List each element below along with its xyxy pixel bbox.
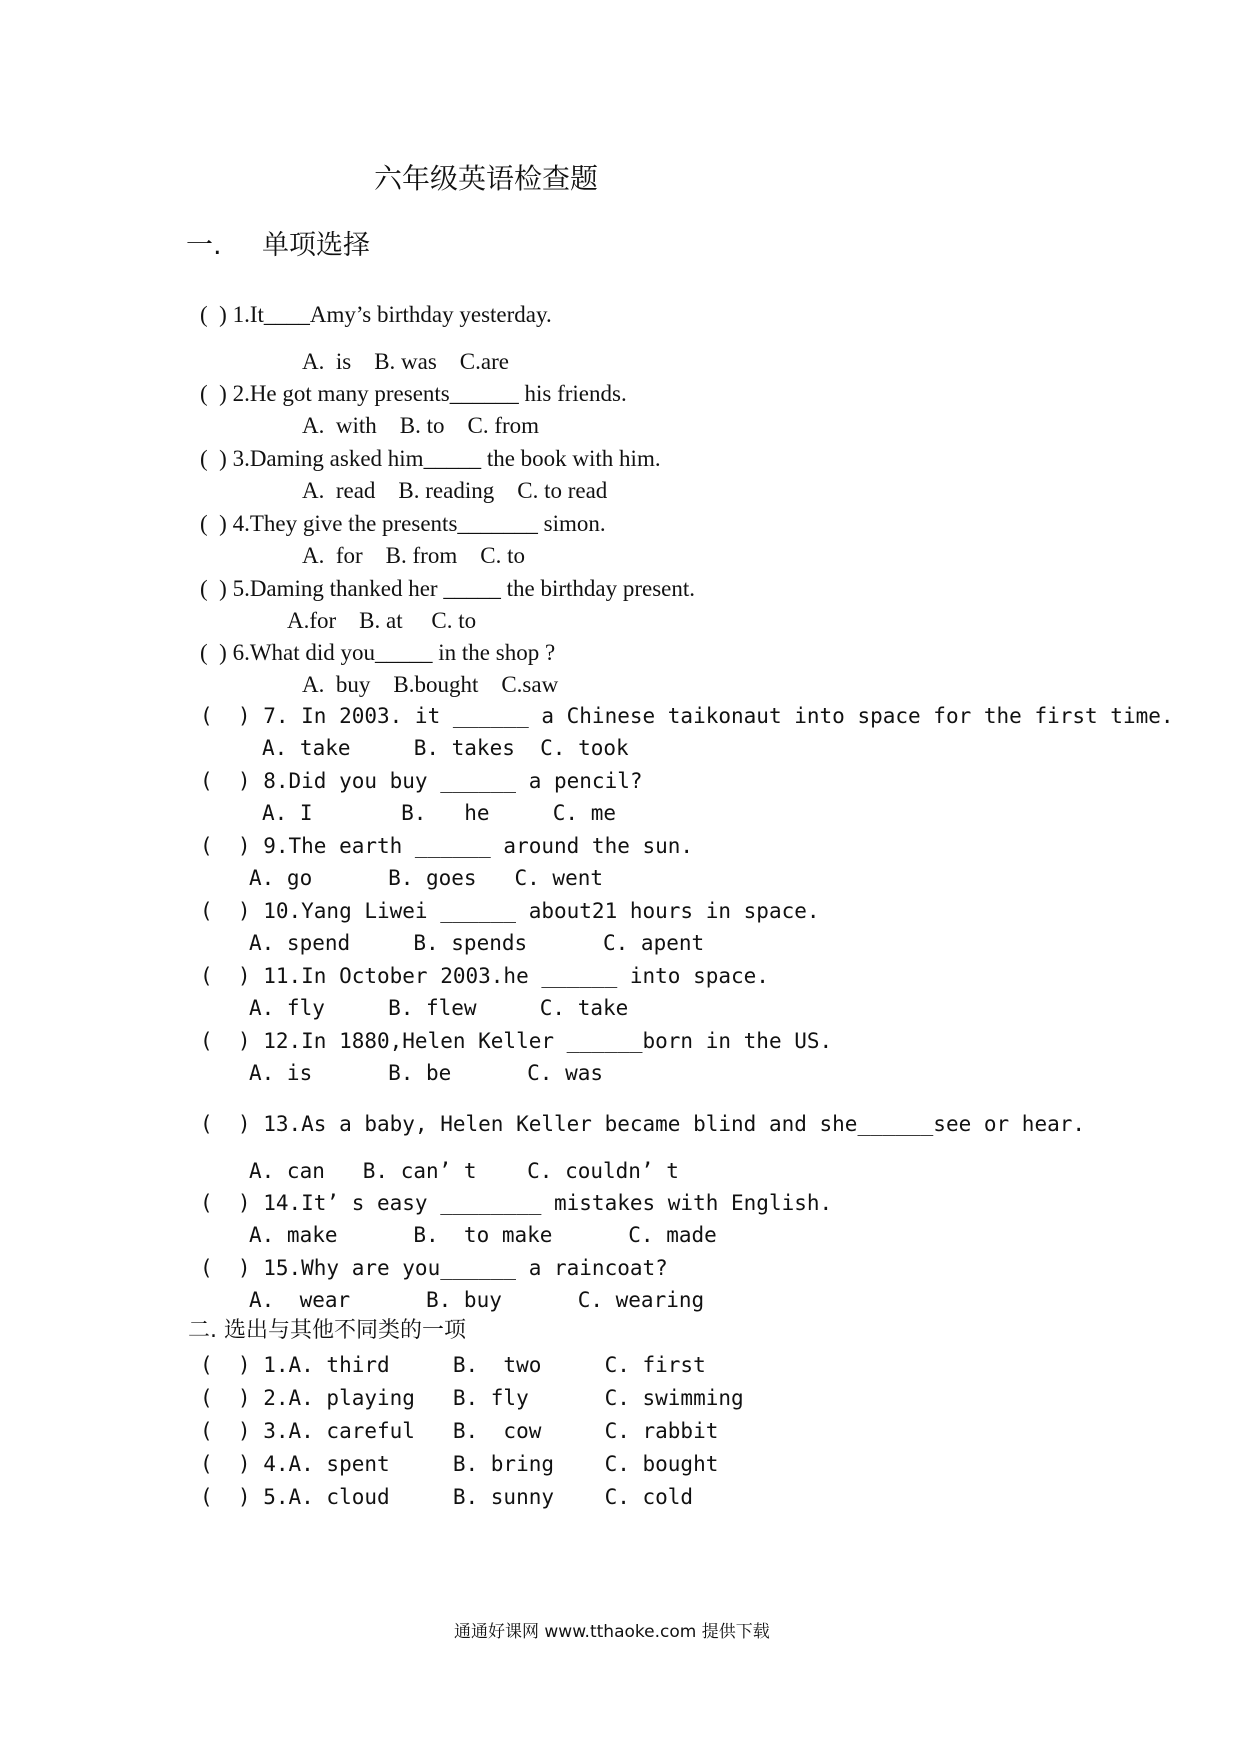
question-14-stem: ( ) 14.It’ s easy ________ mistakes with English. [200,1191,833,1215]
question-4-options: A. for B. from C. to [302,543,525,568]
question-10-options: A. spend B. spends C. apent [249,931,705,955]
footer-source: 通通好课网 www.tthaoke.com 提供下载 [454,1622,770,1642]
question-11-stem: ( ) 11.In October 2003.he ______ into space. [200,964,769,988]
question-9-stem: ( ) 9.The earth ______ around the sun. [200,834,694,858]
question-7-options: A. take B. takes C. took [262,736,629,760]
question-3-options: A. read B. reading C. to read [302,478,608,503]
question-12-stem: ( ) 12.In 1880,Helen Keller ______born in the US. [200,1029,833,1053]
question-6-stem: ( ) 6.What did you_____ in the shop ? [200,640,556,665]
question-15-stem: ( ) 15.Why are you______ a raincoat? [200,1256,668,1280]
question-1-stem: ( ) 1.It____Amy’s birthday yesterday. [200,302,552,327]
question-13-options: A. can B. can’ t C. couldn’ t [249,1159,679,1183]
question-8-stem: ( ) 8.Did you buy ______ a pencil? [200,769,643,793]
question-15-options: A. wear B. buy C. wearing [249,1288,705,1312]
question-8-options: A. I B. he C. me [262,801,617,825]
question-2-options: A. with B. to C. from [302,413,540,438]
page-title: 六年级英语检查题 [374,162,599,195]
odd-one-out-item-1: ( ) 1.A. third B. two C. first [200,1353,706,1377]
question-7-stem: ( ) 7. In 2003. it ______ a Chinese taikonaut into space for the first time. [200,704,1174,728]
question-4-stem: ( ) 4.They give the presents_______ simon. [200,511,606,536]
odd-one-out-item-2: ( ) 2.A. playing B. fly C. swimming [200,1386,744,1410]
odd-one-out-item-3: ( ) 3.A. careful B. cow C. rabbit [200,1419,719,1443]
question-2-stem: ( ) 2.He got many presents______ his friends. [200,381,627,406]
question-5-options: A.for B. at C. to [287,608,477,633]
section1-number: 一. [186,230,222,261]
question-1-options: A. is B. was C.are [302,349,509,374]
question-13-stem: ( ) 13.As a baby, Helen Keller became blind and she______see or hear. [200,1112,1086,1136]
question-9-options: A. go B. goes C. went [249,866,604,890]
question-12-options: A. is B. be C. was [249,1061,604,1085]
odd-one-out-item-5: ( ) 5.A. cloud B. sunny C. cold [200,1485,694,1509]
odd-one-out-item-4: ( ) 4.A. spent B. bring C. bought [200,1452,719,1476]
question-5-stem: ( ) 5.Daming thanked her _____ the birthday present. [200,576,696,601]
question-3-stem: ( ) 3.Daming asked him_____ the book with him. [200,446,661,471]
question-10-stem: ( ) 10.Yang Liwei ______ about21 hours in space. [200,899,820,923]
section2-heading: 二. 选出与其他不同类的一项 [188,1318,466,1343]
section1-heading: 单项选择 [262,230,370,261]
question-14-options: A. make B. to make C. made [249,1223,717,1247]
question-11-options: A. fly B. flew C. take [249,996,629,1020]
question-6-options: A. buy B.bought C.saw [302,672,559,697]
